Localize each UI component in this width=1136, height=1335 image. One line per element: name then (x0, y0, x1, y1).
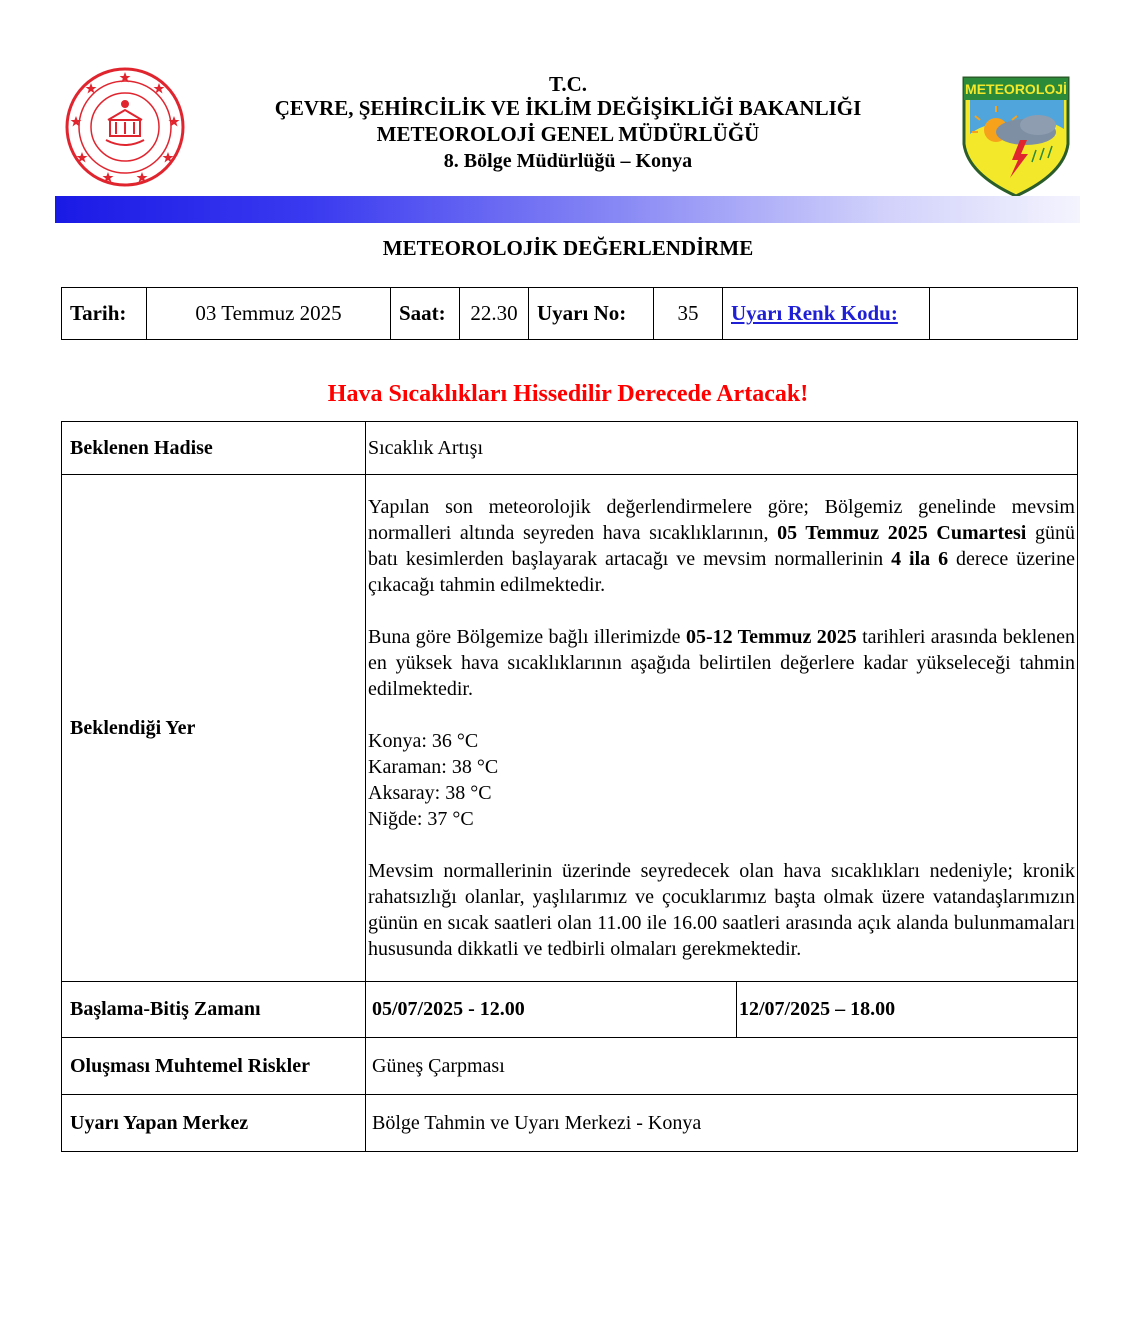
description-paragraph-1: Yapılan son meteorolojik değerlendirmelere göre; Bölgemiz genelinde mevsim normalleri altında seyreden hava sıcaklıklarının, 05 Temmuz 2025 Cumartesi günü batı kesimlerden başlayarak artacağı ve mevsim normallerinin 4 ila 6 derece üzerine çıkacağı tahmin edilmektedir. (368, 496, 1076, 596)
time-value: 22.30 (460, 288, 529, 340)
color-code-cell (723, 288, 930, 340)
logo-text: METEOROLOJİ (965, 81, 1067, 97)
table-row (62, 475, 1078, 982)
meteoroloji-shield-logo (960, 74, 1072, 198)
header-line-2: ÇEVRE, ŞEHİRCİLİK VE İKLİM DEĞİŞİKLİĞİ BAKANLIĞI (274, 96, 862, 120)
warning-no-label: Uyarı No: (529, 288, 654, 340)
warning-info-table (61, 287, 1078, 340)
date-value: 03 Temmuz 2025 (147, 288, 391, 340)
header-gradient-bar (55, 196, 1080, 223)
date-label: Tarih: (62, 288, 147, 340)
description-paragraph-3: Mevsim normallerinin üzerinde seyredecek olan hava sıcaklıkları nedeniyle; kronik rahatsızlığı olanlar, yaşlılarımız ve çocuklarımız başta olmak üzere vatandaşlarımızın günün en sıcak saatleri olan 11.00 ile 16.00 saatleri arasında açık alanda bulunmamaları hususunda dikkatli ve tedbirli olmaları gerekmektedir. (368, 860, 1075, 960)
risk-value: Güneş Çarpması (366, 1038, 1078, 1095)
event-value: Sıcaklık Artışı (366, 422, 1078, 475)
center-label: Uyarı Yapan Merkez (62, 1095, 366, 1152)
warning-no-value: 35 (654, 288, 723, 340)
end-time: 12/07/2025 – 18.00 (739, 998, 896, 1020)
place-label: Beklendiği Yer (62, 475, 366, 982)
table-row (62, 1095, 1078, 1152)
header-line-3: METEOROLOJİ GENEL MÜDÜRLÜĞÜ (376, 122, 760, 146)
start-time: 05/07/2025 - 12.00 (366, 982, 737, 1037)
time-range-label: Başlama-Bitiş Zamanı (62, 982, 366, 1038)
table-row (62, 1038, 1078, 1095)
warning-details-table (61, 421, 1078, 1152)
list-item: Niğde: 37 °C (368, 808, 474, 830)
table-row (62, 422, 1078, 475)
list-item: Karaman: 38 °C (368, 756, 499, 778)
document-title: METEOROLOJİK DEĞERLENDİRME (382, 236, 754, 260)
time-range-cell (366, 982, 1078, 1038)
table-row (62, 982, 1078, 1038)
header-line-1: T.C. (548, 72, 588, 96)
event-label: Beklenen Hadise (62, 422, 366, 475)
header-line-4: 8. Bölge Müdürlüğü – Konya (443, 150, 693, 172)
color-code-link[interactable]: Uyarı Renk Kodu: (731, 301, 898, 325)
warning-headline: Hava Sıcaklıkları Hissedilir Derecede Artacak! (327, 381, 809, 407)
risk-label: Oluşması Muhtemel Riskler (62, 1038, 366, 1095)
time-label: Saat: (391, 288, 460, 340)
color-code-value (930, 288, 1078, 340)
list-item: Aksaray: 38 °C (368, 782, 492, 804)
place-description (366, 475, 1078, 982)
list-item: Konya: 36 °C (368, 730, 479, 752)
description-paragraph-2: Buna göre Bölgemize bağlı illerimizde 05-12 Temmuz 2025 tarihleri arasında beklenen en yüksek hava sıcaklıklarının aşağıda belirtilen değerlere kadar yükseleceği tahmin edilmektedir. (368, 626, 1076, 700)
center-value: Bölge Tahmin ve Uyarı Merkezi - Konya (366, 1095, 1078, 1152)
city-temperature-list (368, 728, 1077, 832)
